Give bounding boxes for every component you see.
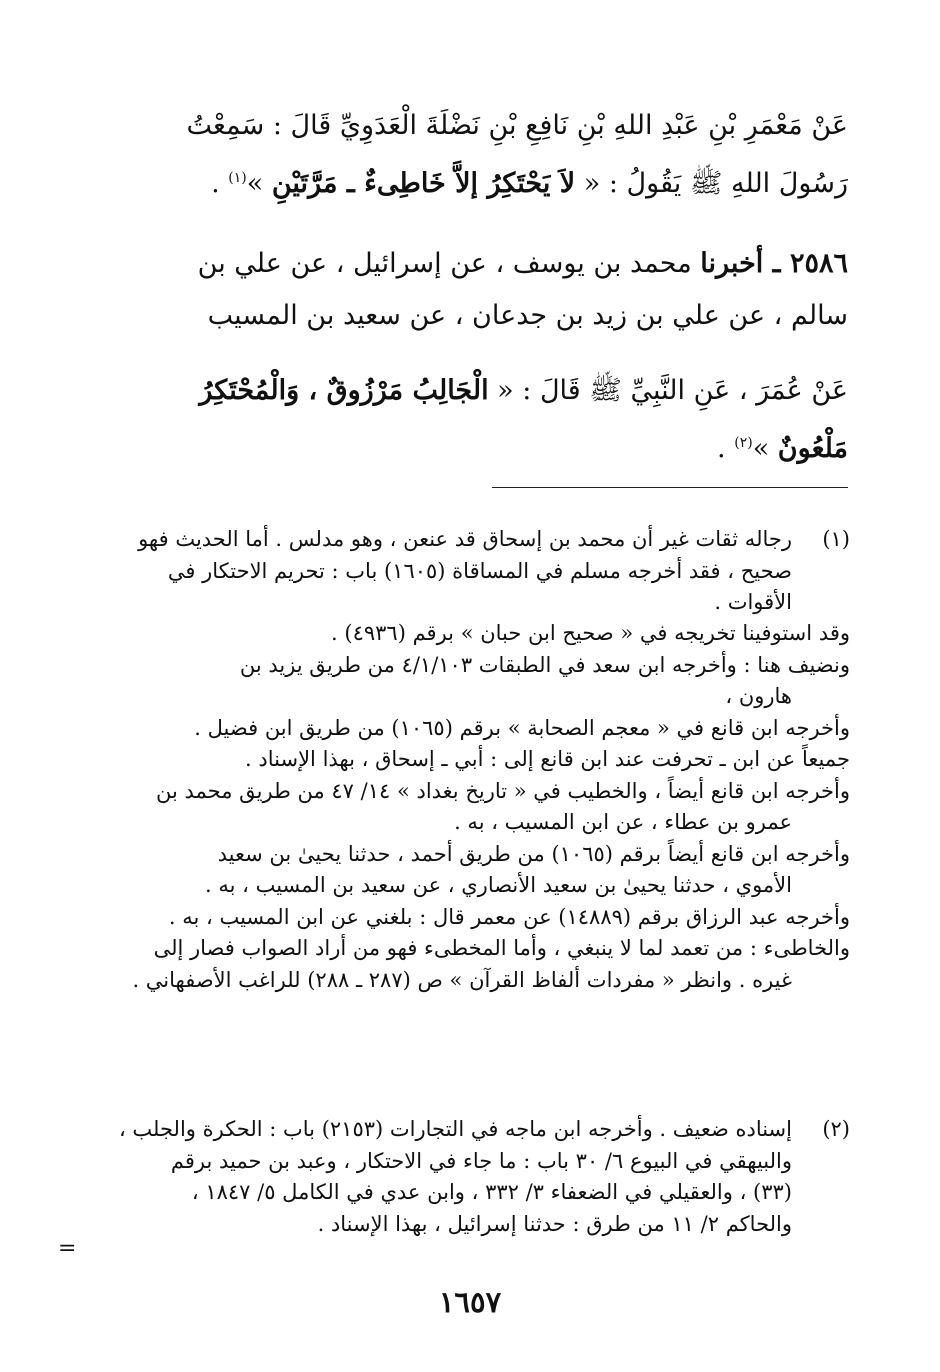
hadith-number: ٢٥٨٦ ـ: [763, 248, 848, 279]
hadith2-close-quote: »: [752, 433, 778, 464]
hadith-text-2: [66, 365, 848, 475]
footnote-1-line: صحيح ، فقد أخرجه مسلم في المساقاة (١٦٠٥) باب : تحريم الاحتكار في: [167, 558, 792, 583]
hadith2-quote-part2: مَلْعُونٌ: [777, 433, 848, 464]
footnote-1-line: وأخرجه ابن قانع أيضاً ، والخطيب في « تاريخ بغداد » ١٤/ ٤٧ من طريق محمد بن: [155, 778, 850, 803]
footnote-2: [66, 1114, 850, 1240]
footnote-1-line: الأقوات .: [714, 590, 792, 614]
footnote-1: [66, 524, 850, 619]
footnote-ref-2[interactable]: (٢): [734, 435, 753, 451]
footnote-1-continued: [66, 618, 850, 996]
continuation-mark: =: [58, 1236, 77, 1261]
footnote-1-line: جميعاً عن ابن ـ تحرفت عند ابن قانع إلى : أبي ـ إسحاق ، بهذا الإسناد .: [245, 747, 850, 771]
hadith2-line2: [66, 417, 848, 475]
footnote-1-line: عمرو بن عطاء ، عن ابن المسيب ، به .: [454, 810, 792, 834]
hadith1-quote: لاَ يَحْتَكِرُ إلاَّ خَاطِىءٌ ـ مَرَّتَيْنِ: [271, 168, 576, 199]
hadith2-quote-part1: الْجَالِبُ مَرْزُوقٌ ، وَالْمُحْتَكِرُ: [199, 375, 489, 406]
hadith2-end: .: [717, 433, 735, 464]
isnad-line1-text: محمد بن يوسف ، عن إسرائيل ، عن علي بن: [197, 248, 701, 279]
hadith-text-1: [80, 100, 848, 210]
footnote-1-line: الأموي ، حدثنا يحيىٰ بن سعيد الأنصاري ، عن سعيد بن المسيب ، به .: [205, 873, 792, 897]
footnote-1-line: وأخرجه عبد الرزاق برقم (١٤٨٨٩) عن معمر قال : بلغني عن ابن المسيب ، به .: [168, 904, 850, 929]
footnote-1-line: ونضيف هنا : وأخرجه ابن سعد في الطبقات ٤/١/١٠٣ من طريق يزيد بن: [239, 652, 850, 677]
isnad-2586: [78, 238, 848, 342]
hadith1-close-quote: »: [246, 168, 272, 199]
footnote-1-line: رجاله ثقات غير أن محمد بن إسحاق قد عنعن ، وهو مدلس . أما الحديث فهو: [138, 527, 792, 551]
hadith1-end: .: [211, 168, 229, 199]
hadith1-line1: عَنْ مَعْمَرِ بْنِ عَبْدِ اللهِ بْنِ نَافِعِ بْنِ نَضْلَةَ الْعَدَوِيِّ قَالَ : سَمِعْتُ: [186, 110, 848, 141]
isnad-line2: سالم ، عن علي بن زيد بن جدعان ، عن سعيد بن المسيب: [207, 300, 848, 331]
page-number: ١٦٥٧: [438, 1285, 502, 1319]
footnote-1-line: وأخرجه ابن قانع أيضاً برقم (١٠٦٥) من طريق أحمد ، حدثنا يحيىٰ بن سعيد: [217, 841, 850, 866]
footnote-1-line: والخاطىء : من تعمد لما لا ينبغي ، وأما المخطىء فهو من أراد الصواب فصار إلى: [153, 936, 850, 960]
footnote-separator: [492, 487, 848, 488]
footnote-1-line: غيره . وانظر « مفردات ألفاظ القرآن » ص (٢٨٧ ـ ٢٨٨) للراغب الأصفهاني .: [132, 967, 792, 992]
footnote-1-body: [66, 524, 792, 619]
akhbarana-label: أخبرنا: [700, 248, 764, 279]
footnote-2-line: والبيهقي في البيوع ٦/ ٣٠ باب : ما جاء في الاحتكار ، وعبد بن حميد برقم: [170, 1148, 792, 1173]
footnote-2-line: (٣٣) ، والعقيلي في الضعفاء ٣/ ٣٣٢ ، وابن عدي في الكامل ٥/ ١٨٤٧ ،: [191, 1180, 792, 1204]
footnote-1-line: وأخرجه ابن قانع في « معجم الصحابة » برقم (١٠٦٥) من طريق ابن فضيل .: [194, 715, 850, 740]
footnote-1-line: وقد استوفينا تخريجه في « صحيح ابن حبان » برقم (٤٩٣٦) .: [331, 621, 850, 645]
footnote-2-number: (٢): [822, 1117, 850, 1141]
hadith2-line1: [66, 365, 848, 417]
footnote-2-body: [66, 1114, 792, 1240]
footnote-1-number: (١): [822, 527, 850, 551]
hadith1-line2: [80, 152, 848, 210]
footnote-ref-1[interactable]: (١): [228, 170, 247, 186]
footnote-2-line: إسناده ضعيف . وأخرجه ابن ماجه في التجارات (٢١٥٣) باب : الحكرة والجلب ،: [118, 1117, 792, 1141]
isnad-line1: [78, 238, 848, 290]
footnote-2-line: والحاكم ٢/ ١١ من طرق : حدثنا إسرائيل ، بهذا الإسناد .: [317, 1211, 792, 1236]
hadith2-prefix: عَنْ عُمَرَ ، عَنِ النَّبِيِّ ﷺ قَالَ : «: [488, 375, 848, 406]
footnote-1-line: هارون ،: [725, 684, 792, 708]
hadith1-prefix: رَسُولَ اللهِ ﷺ يَقُولُ : «: [575, 168, 848, 199]
